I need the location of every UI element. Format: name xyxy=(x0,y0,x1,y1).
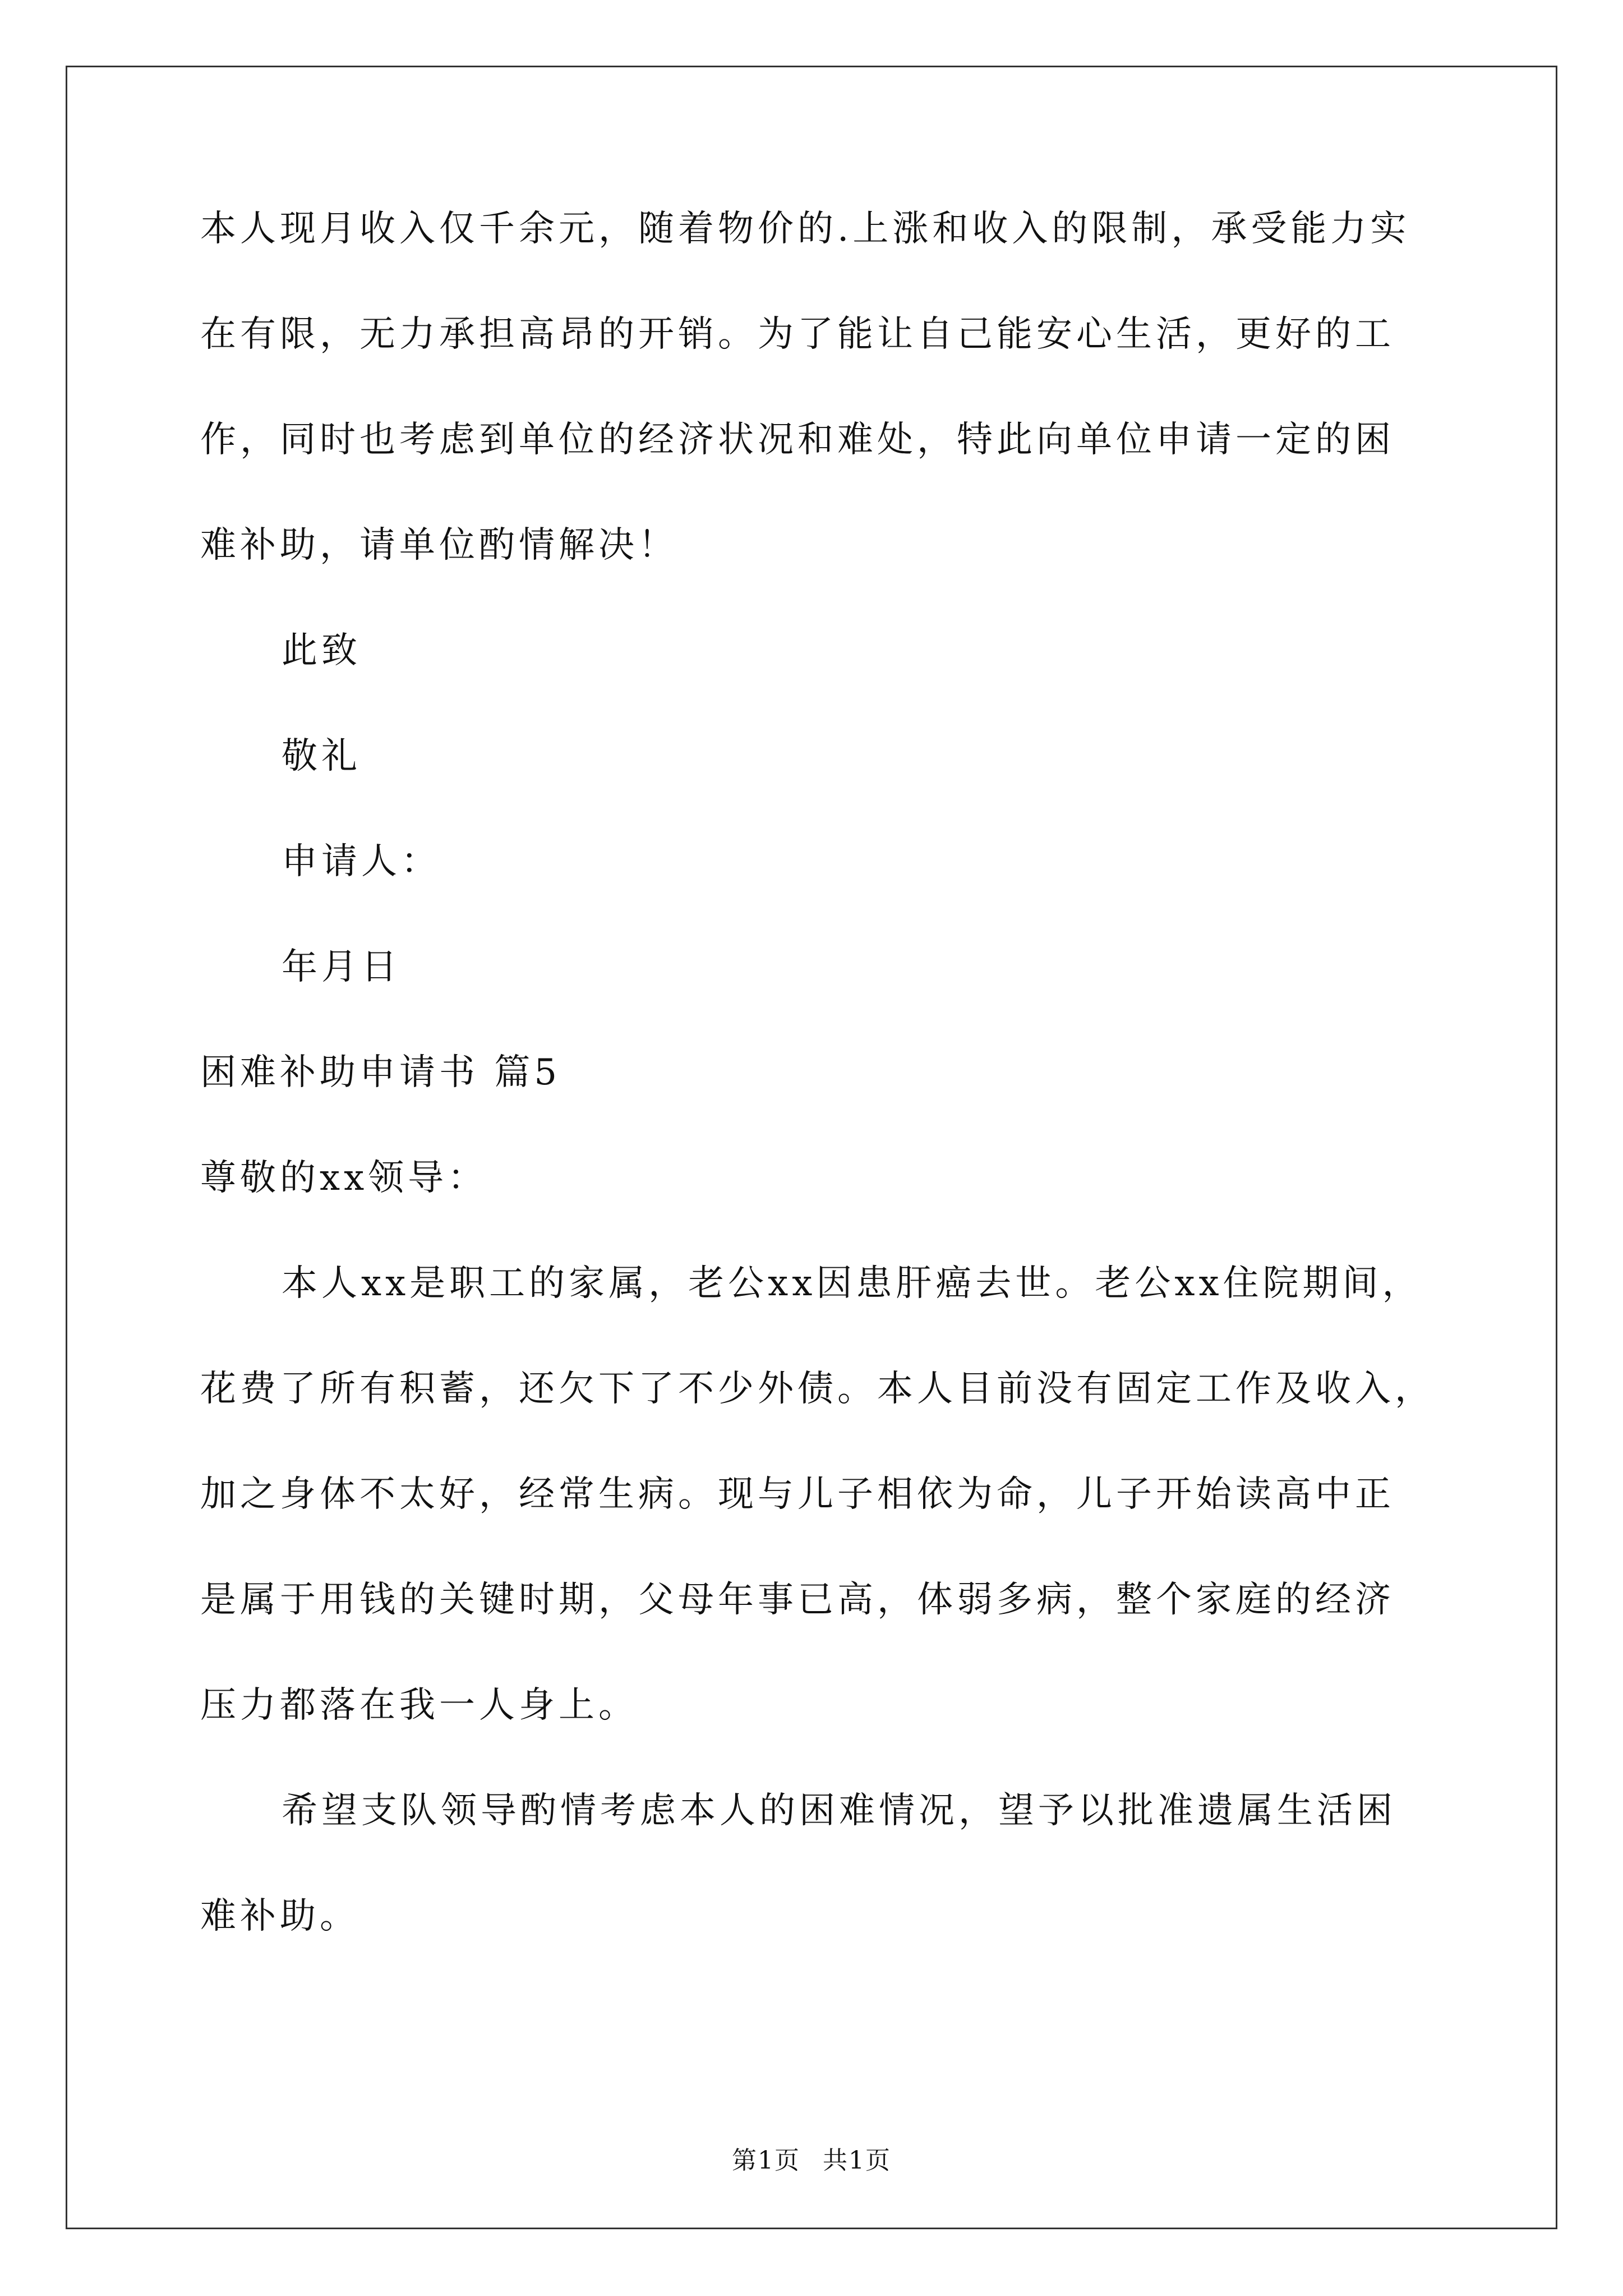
closing-line: 此致 xyxy=(282,630,361,671)
text-line: 难补助。 xyxy=(200,1895,359,1937)
text-line: 本人xx是职工的家属，老公xx因患肝癌去世。老公xx住院期间， xyxy=(282,1263,1422,1304)
text-line: 是属于用钱的关键时期，父母年事已高，体弱多病，整个家庭的经济 xyxy=(200,1579,1395,1621)
signature-line: 申请人： xyxy=(282,841,441,882)
section-heading: 困难补助申请书 篇5 xyxy=(200,1052,561,1093)
closing-line: 敬礼 xyxy=(282,735,361,777)
text-line: 作，同时也考虑到单位的经济状况和难处，特此向单位申请一定的困 xyxy=(200,419,1395,461)
document-body xyxy=(200,202,1434,1943)
text-line: 在有限，无力承担高昂的开销。为了能让自己能安心生活，更好的工 xyxy=(200,314,1395,355)
text-line: 难补助，请单位酌情解决！ xyxy=(200,524,678,566)
text-line: 加之身体不太好，经常生病。现与儿子相依为命，儿子开始读高中正 xyxy=(200,1474,1395,1515)
date-line: 年月日 xyxy=(282,946,401,988)
text-line: 本人现月收入仅千余元，随着物价的.上涨和收入的限制，承受能力实 xyxy=(200,208,1410,250)
page-total: 共1页 xyxy=(823,2146,891,2175)
salutation: 尊敬的xx领导： xyxy=(200,1157,488,1199)
text-line: 希望支队领导酌情考虑本人的困难情况，望予以批准遗属生活困 xyxy=(282,1790,1396,1832)
text-line: 压力都落在我一人身上。 xyxy=(200,1685,638,1726)
text-line: 花费了所有积蓄，还欠下了不少外债。本人目前没有固定工作及收入， xyxy=(200,1368,1435,1410)
page-number: 第1页 xyxy=(732,2146,800,2175)
page-footer xyxy=(0,2140,1623,2176)
